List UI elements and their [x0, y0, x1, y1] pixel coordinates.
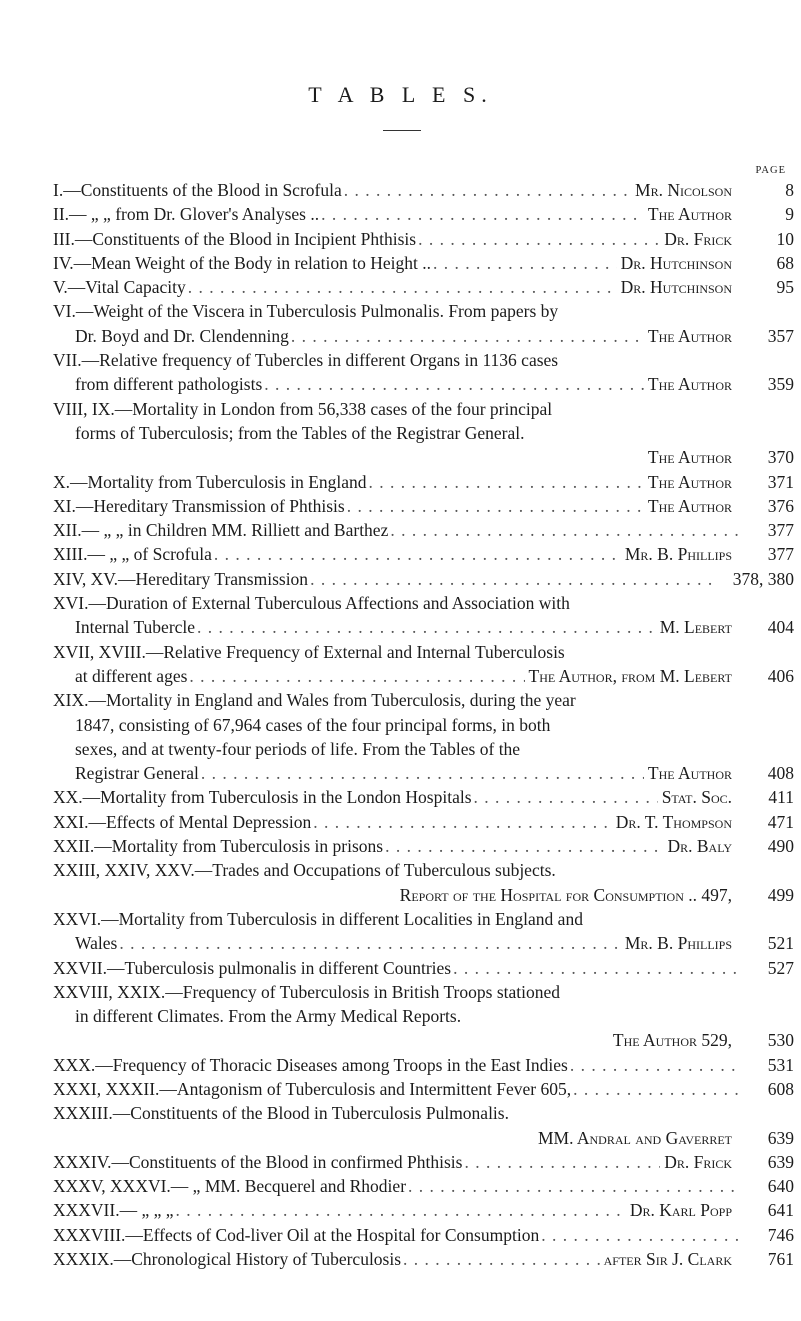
entry-title: XXVIII, XXIX.—Frequency of Tuberculosis in British Troops stationed	[53, 981, 561, 1002]
page-column-header: PAGE	[755, 165, 786, 176]
dot-leader	[319, 202, 644, 226]
entry-line	[53, 1150, 794, 1174]
entry-page-number: 68	[776, 252, 794, 273]
entry-title: Registrar General	[75, 763, 199, 784]
entry-page-number: 639	[767, 1127, 794, 1148]
dot-leader	[383, 834, 663, 858]
entry-line	[53, 299, 794, 323]
entry-title: at different ages	[75, 665, 188, 686]
entry-author: M. Lebert	[659, 617, 732, 638]
entry-author: Dr. Hutchinson	[620, 252, 732, 273]
entry-page-number: 499	[767, 884, 794, 905]
table-entry	[53, 227, 794, 251]
entry-line	[53, 324, 794, 348]
entry-author: Dr. Hutchinson	[620, 277, 732, 298]
dot-leader	[186, 275, 617, 299]
entry-line	[53, 664, 794, 688]
entry-page-number: 411	[768, 787, 794, 808]
entry-author: The Author 529,	[612, 1030, 732, 1051]
entry-title: III.—Constituents of the Blood in Incipient Phthisis	[53, 228, 417, 249]
dot-leader	[174, 1198, 626, 1222]
dot-leader	[117, 931, 621, 955]
table-entry	[53, 251, 794, 275]
entry-title: Internal Tubercle	[75, 617, 196, 638]
entry-author: Dr. Frick	[664, 1151, 732, 1172]
entry-page-number: 531	[767, 1054, 794, 1075]
entry-line	[53, 227, 794, 251]
table-entry	[53, 785, 794, 809]
entry-author: The Author	[647, 325, 732, 346]
dot-leader	[568, 1053, 738, 1077]
entry-title: XXX.—Frequency of Thoracic Diseases among Troops in the East Indies	[53, 1054, 568, 1075]
dot-leader	[472, 785, 658, 809]
dot-leader	[345, 494, 644, 518]
entry-line	[53, 858, 794, 882]
entry-line	[53, 640, 794, 664]
entry-line	[53, 178, 794, 202]
table-entry	[53, 834, 794, 858]
dot-leader	[212, 542, 621, 566]
table-entry	[53, 810, 794, 834]
table-entry	[53, 1174, 794, 1198]
entry-page-number: 95	[776, 277, 794, 298]
entry-page-number: 377	[767, 520, 794, 541]
table-entry	[53, 494, 794, 518]
dot-leader	[401, 1247, 600, 1271]
entry-title: XIII.— „ „ of Scrofula	[53, 544, 212, 565]
entry-title: 1847, consisting of 67,964 cases of the four principal forms, in both	[75, 714, 551, 735]
dot-leader	[289, 324, 644, 348]
dot-leader	[451, 956, 738, 980]
entry-line	[53, 348, 794, 372]
entry-title: II.— „ „ from Dr. Glover's Analyses ..	[53, 204, 320, 225]
entry-author: The Author	[647, 374, 732, 395]
entry-title: IV.—Mean Weight of the Body in relation to Height ..	[53, 252, 432, 273]
entry-page-number: 10	[776, 228, 794, 249]
entry-page-number: 608	[767, 1078, 794, 1099]
entry-line	[53, 1101, 794, 1125]
entry-page-number: 640	[767, 1176, 794, 1197]
entry-author: Dr. Baly	[667, 836, 732, 857]
entry-line	[53, 1223, 794, 1247]
dot-leader	[571, 1077, 738, 1101]
entry-page-number: 521	[767, 933, 794, 954]
entry-author: The Author	[647, 447, 732, 468]
entry-title: Dr. Boyd and Dr. Clendenning	[75, 325, 289, 346]
entry-title: VII.—Relative frequency of Tubercles in different Organs in 1136 cases	[53, 350, 559, 371]
table-entry	[53, 397, 794, 470]
entry-author: The Author	[647, 763, 732, 784]
table-entry	[53, 567, 794, 591]
table-entry	[53, 1247, 794, 1271]
entry-line	[53, 591, 794, 615]
entry-line	[53, 834, 794, 858]
table-entry	[53, 348, 794, 397]
entry-title: XXXVIII.—Effects of Cod-liver Oil at the Hospital for Consumption	[53, 1224, 540, 1245]
title-rule	[383, 130, 421, 131]
entry-line	[53, 931, 794, 955]
entry-line	[53, 275, 794, 299]
entry-title: XXVII.—Tuberculosis pulmonalis in different Countries	[53, 957, 452, 978]
entry-line	[53, 907, 794, 931]
table-entry	[53, 1150, 794, 1174]
table-entry	[53, 202, 794, 226]
dot-leader	[342, 178, 631, 202]
entry-line	[53, 883, 794, 907]
entry-title: VI.—Weight of the Viscera in Tuberculosis Pulmonalis. From papers by	[53, 301, 559, 322]
entry-page-number: 761	[767, 1249, 794, 1270]
entry-line	[53, 1004, 794, 1028]
dot-leader	[388, 518, 738, 542]
table-entry	[53, 1101, 794, 1150]
table-entry	[53, 178, 794, 202]
entry-author: after Sir J. Clark	[603, 1249, 732, 1270]
dot-leader	[311, 810, 611, 834]
entry-line	[53, 737, 794, 761]
entry-author: Mr. B. Phillips	[624, 544, 732, 565]
entry-line	[53, 1198, 794, 1222]
entry-page-number: 639	[767, 1151, 794, 1172]
entry-title: X.—Mortality from Tuberculosis in England	[53, 471, 367, 492]
entry-line	[53, 567, 794, 591]
dot-leader	[308, 567, 714, 591]
entry-title: forms of Tuberculosis; from the Tables of the Registrar General.	[75, 422, 525, 443]
entry-title: sexes, and at twenty-four periods of life. From the Tables of the	[75, 738, 521, 759]
dot-leader	[367, 470, 644, 494]
table-entry	[53, 640, 794, 689]
entry-author: The Author	[647, 204, 732, 225]
entry-author: Mr. B. Phillips	[624, 933, 732, 954]
entry-page-number: 370	[767, 447, 794, 468]
entry-line	[53, 1126, 794, 1150]
entry-title: XXXI, XXXII.—Antagonism of Tuberculosis and Intermittent Fever 605,	[53, 1078, 572, 1099]
entry-page-number: 471	[767, 811, 794, 832]
entry-page-number: 490	[767, 836, 794, 857]
entry-page-number: 9	[785, 204, 794, 225]
entry-title: XXXIV.—Constituents of the Blood in confirmed Phthisis	[53, 1151, 463, 1172]
table-entry	[53, 1077, 794, 1101]
entry-line	[53, 1247, 794, 1271]
table-entry	[53, 275, 794, 299]
tables-list	[53, 178, 794, 1271]
entry-line	[53, 810, 794, 834]
entry-page-number: 408	[767, 763, 794, 784]
entry-title: XXI.—Effects of Mental Depression	[53, 811, 312, 832]
dot-leader	[431, 251, 617, 275]
entry-title: XXVI.—Mortality from Tuberculosis in different Localities in England and	[53, 908, 583, 929]
dot-leader	[262, 372, 644, 396]
entry-line	[53, 615, 794, 639]
entry-line	[53, 470, 794, 494]
entry-title: XXXIII.—Constituents of the Blood in Tuberculosis Pulmonalis.	[53, 1103, 509, 1124]
table-entry	[53, 688, 794, 785]
table-entry	[53, 980, 794, 1053]
entry-author: Dr. Karl Popp	[629, 1200, 732, 1221]
entry-title: XI.—Hereditary Transmission of Phthisis	[53, 495, 345, 516]
entry-author: The Author	[647, 471, 732, 492]
dot-leader	[462, 1150, 660, 1174]
entry-title: XXXVII.— „ „ „	[53, 1200, 174, 1221]
entry-line	[53, 494, 794, 518]
entry-line	[53, 1077, 794, 1101]
entry-page-number: 371	[767, 471, 794, 492]
entry-page-number: 377	[767, 544, 794, 565]
entry-title: XII.— „ „ in Children MM. Rilliett and Barthez	[53, 520, 389, 541]
table-entry	[53, 542, 794, 566]
entry-author: Dr. T. Thompson	[615, 811, 732, 832]
table-entry	[53, 299, 794, 348]
entry-title: from different pathologists	[75, 374, 263, 395]
entry-page-number: 8	[785, 180, 794, 200]
dot-leader	[406, 1174, 738, 1198]
table-entry	[53, 858, 794, 907]
entry-line	[53, 445, 794, 469]
entry-line	[53, 251, 794, 275]
dot-leader	[199, 761, 644, 785]
dot-leader	[195, 615, 656, 639]
entry-line	[53, 713, 794, 737]
entry-title: Wales	[75, 933, 118, 954]
entry-title: XXXV, XXXVI.— „ MM. Becquerel and Rhodier	[53, 1176, 407, 1197]
entry-author: Mr. Nicolson	[635, 180, 732, 200]
entry-page-number: 746	[767, 1224, 794, 1245]
entry-line	[53, 397, 794, 421]
table-entry	[53, 1223, 794, 1247]
entry-title: XXII.—Mortality from Tuberculosis in prisons	[53, 836, 384, 857]
entry-author: Stat. Soc.	[661, 787, 732, 808]
table-entry	[53, 907, 794, 956]
entry-title: XIV, XV.—Hereditary Transmission	[53, 568, 309, 589]
entry-line	[53, 518, 794, 542]
entry-page-number: 527	[767, 957, 794, 978]
entry-line	[53, 980, 794, 1004]
entry-line	[53, 1053, 794, 1077]
entry-page-number: 359	[767, 374, 794, 395]
entry-line	[53, 202, 794, 226]
entry-title: VIII, IX.—Mortality in London from 56,338 cases of the four principal	[53, 398, 553, 419]
table-entry	[53, 518, 794, 542]
entry-line	[53, 1028, 794, 1052]
entry-author: The Author	[647, 495, 732, 516]
entry-author: Dr. Frick	[664, 228, 732, 249]
dot-leader	[187, 664, 524, 688]
entry-page-number: 406	[767, 665, 794, 686]
table-entry	[53, 1198, 794, 1222]
entry-title: XVI.—Duration of External Tuberculous Affections and Association with	[53, 593, 570, 614]
entry-author: MM. Andral and Gaverret	[537, 1127, 732, 1148]
entry-line	[53, 1174, 794, 1198]
table-entry	[53, 956, 794, 980]
dot-leader	[539, 1223, 738, 1247]
entry-line	[53, 956, 794, 980]
entry-line	[53, 421, 794, 445]
entry-title: V.—Vital Capacity	[53, 277, 186, 298]
entry-page-number: 641	[767, 1200, 794, 1221]
entry-line	[53, 688, 794, 712]
table-entry	[53, 470, 794, 494]
entry-author: Report of the Hospital for Consumption .. 497,	[399, 884, 732, 905]
dot-leader	[416, 227, 660, 251]
entry-page-number: 376	[767, 495, 794, 516]
entry-title: XIX.—Mortality in England and Wales from Tuberculosis, during the year	[53, 690, 576, 711]
entry-title: in different Climates. From the Army Medical Reports.	[75, 1006, 462, 1027]
entry-page-number: 357	[767, 325, 794, 346]
page-title: T A B L E S.	[308, 82, 493, 107]
entry-page-number: 404	[767, 617, 794, 638]
entry-line	[53, 761, 794, 785]
entry-line	[53, 372, 794, 396]
entry-title: XX.—Mortality from Tuberculosis in the London Hospitals	[53, 787, 472, 808]
entry-author: The Author, from M. Lebert	[528, 665, 732, 686]
entry-line	[53, 542, 794, 566]
entry-page-number: 530	[767, 1030, 794, 1051]
entry-line	[53, 785, 794, 809]
table-entry	[53, 591, 794, 640]
entry-title: XXXIX.—Chronological History of Tuberculosis	[53, 1249, 402, 1270]
entry-title: I.—Constituents of the Blood in Scrofula	[53, 180, 342, 200]
entry-page-number: 378, 380	[732, 568, 794, 589]
table-entry	[53, 1053, 794, 1077]
entry-title: XXIII, XXIV, XXV.—Trades and Occupations of Tuberculous subjects.	[53, 860, 556, 881]
entry-title: XVII, XVIII.—Relative Frequency of External and Internal Tuberculosis	[53, 641, 565, 662]
